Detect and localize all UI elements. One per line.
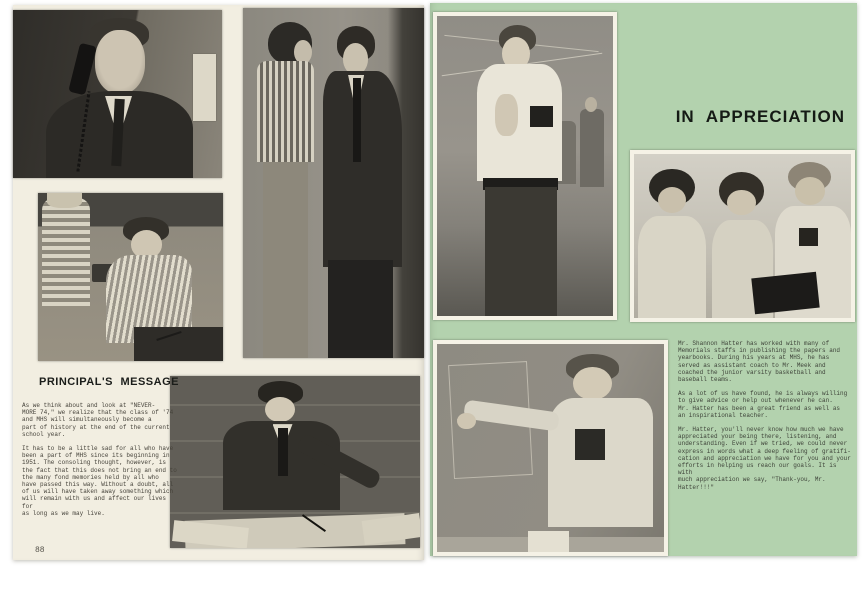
student-striped-shirt [257, 61, 313, 163]
telephone-handset [68, 42, 96, 95]
light-shirt [548, 398, 652, 527]
principals-message-heading: PRINCIPAL'S MESSAGE [39, 376, 179, 388]
hatter-face [795, 177, 825, 205]
principal-suit [323, 71, 403, 267]
principal-trousers [328, 260, 393, 358]
pinned-paper [193, 54, 216, 121]
page-number: 88 [35, 546, 45, 555]
student2-face [727, 190, 755, 215]
photo-principal-at-desk-with-student [38, 193, 223, 361]
student-hair [47, 193, 82, 208]
principals-message-text [22, 402, 177, 524]
photo-three-men-outdoors [630, 150, 855, 322]
principals-message-paragraph-2: It has to be a little sad for all who have been a part of MHS since its beginning in 1951. The consoling thought, however, is the fact that this does not bring an end to the many fond memories held by all who have passed this way. Without a doubt, all of us will have taken away something which will remain with us and affect our lives for as long as we may live. [22, 445, 177, 517]
pointing-hand [457, 413, 475, 430]
right-page [430, 3, 857, 556]
background-student [580, 109, 605, 187]
student-striped-shirt [42, 198, 90, 306]
pocket-badge [575, 429, 605, 460]
left-page [13, 5, 424, 560]
name-tag [530, 106, 553, 127]
background-student-head [585, 97, 597, 112]
principal-face [343, 43, 368, 75]
in-appreciation-heading: IN APPRECIATION [675, 107, 845, 126]
photo-hatter-at-blackboard [433, 340, 668, 556]
dark-trousers [485, 187, 557, 316]
student1-face [658, 187, 686, 213]
appreciation-paragraph-3: Mr. Hatter, you'll never know how much we have appreciated your being there, listening, and understanding. Even if we tried, we could never express in words what a deep feeling of gratifi- cation and appreciation we have for you and your efforts in helping us reach our goals. It is with much appreciation we say, "Thank-you, Mr. Hatter!!!" [678, 426, 851, 491]
hatter-pocket-badge [799, 228, 819, 246]
hand-at-chest [495, 94, 518, 136]
photo-principal-writing-at-desk [170, 376, 420, 548]
clipboard [752, 272, 821, 315]
principals-message-paragraph-1: As we think about and look at "NEVER- MORE 74," we realize that the class of '74 and MHS will simultaneously become a part of history at the end of the current school year. [22, 402, 174, 438]
student1-polo-shirt [638, 216, 705, 318]
photo-student-and-principal-standing [243, 8, 424, 358]
appreciation-text [678, 340, 854, 498]
appreciation-paragraph-2: As a lot of us have found, he is always willing to give advice or help out whenever he can. Mr. Hatter has been a great friend as well as an inspirational teacher. [678, 390, 848, 419]
photo-hatter-white-shirt [433, 12, 617, 320]
photo-principal-on-phone [13, 10, 222, 178]
face-silhouette [95, 30, 145, 94]
paper-in-hand [528, 531, 569, 552]
necktie [278, 428, 288, 476]
face-silhouette [573, 367, 612, 400]
face-silhouette [265, 397, 295, 423]
appreciation-paragraph-1: Mr. Shannon Hatter has worked with many of Memorials staffs in publishing the papers and yearbooks. During his years at MHS, he has served as assistant coach to Mr. Meek and coached the junior varsity basketball and baseball teams. [678, 340, 841, 384]
principal-necktie [353, 78, 360, 162]
student-pants [263, 162, 308, 358]
